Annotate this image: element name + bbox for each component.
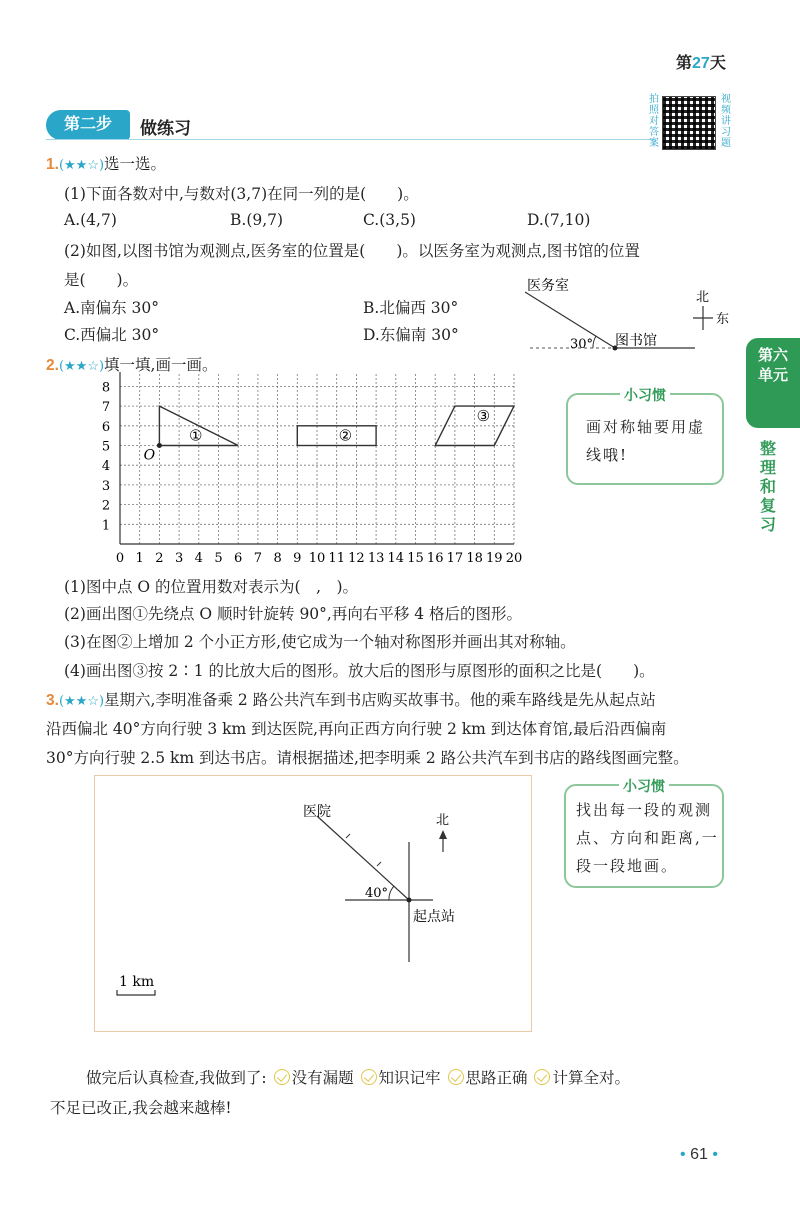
q3-habit-line-2: 点、方向和距离,一	[576, 829, 719, 847]
q3-stars: (★★☆)	[58, 694, 105, 709]
tick-mark-1	[346, 834, 350, 838]
check-1-label: 没有漏题	[291, 1069, 354, 1087]
coordinate-grid[interactable]	[96, 372, 536, 572]
q2-part4: (4)画出图③按 2∶1 的比放大后的图形。放大后的图形与原图形的面积之比是( )。	[64, 662, 655, 680]
self-check-line	[86, 1066, 630, 1088]
q3-line-1	[46, 688, 656, 710]
x-tick-label: 18	[466, 551, 483, 566]
x-tick-label: 19	[486, 551, 503, 566]
shape-2-label: ②	[338, 426, 353, 445]
x-tick-label: 20	[505, 551, 523, 566]
x-tick-label: 5	[214, 551, 223, 566]
q1-part1-stem: (1)下面各数对中,与数对(3,7)在同一列的是( )。	[64, 185, 419, 203]
q2-habit-line-2: 线哦!	[586, 446, 629, 464]
q2-habit-box	[566, 387, 724, 485]
day-suffix: 天	[709, 55, 726, 72]
q2-habit-line-1: 画对称轴要用虚	[586, 418, 706, 436]
q2-title: 填一填,画一画。	[104, 356, 218, 374]
unit-tab-label: 第六单元	[757, 347, 788, 384]
q1-p1-option-c: C.(3,5)	[363, 211, 416, 229]
y-tick-label: 3	[101, 478, 111, 494]
x-tick-label: 11	[328, 551, 345, 566]
day-prefix: 第	[676, 55, 693, 72]
q3-habit-title: 小习惯	[619, 778, 669, 794]
q2-stars: (★★☆)	[58, 359, 105, 374]
scale-bar	[117, 990, 155, 995]
check-icon[interactable]	[448, 1069, 464, 1085]
x-tick-label: 9	[293, 551, 302, 566]
q3-habit-text	[566, 786, 722, 880]
page-number-value: 61	[690, 1146, 708, 1163]
q3-line-3: 30°方向行驶 2.5 km 到达书店。请根据描述,把李明乘 2 路公共汽车到书店的路线图画完整。	[46, 749, 689, 767]
start-point	[407, 898, 412, 903]
q1-heading	[46, 152, 166, 174]
q3-angle-label: 40°	[365, 886, 389, 901]
x-tick-label: 0	[115, 551, 125, 566]
qr-code-icon[interactable]	[662, 96, 716, 150]
q2-part2: (2)画出图①先绕点 O 顺时针旋转 90°,再向右平移 4 格后的图形。	[64, 605, 523, 623]
q1-p2-option-a: A.南偏东 30°	[64, 299, 160, 317]
step-divider	[46, 139, 656, 140]
qr-left-label: 拍照对答案	[649, 94, 659, 149]
x-tick-label: 7	[253, 551, 263, 566]
library-label: 图书馆	[615, 333, 657, 349]
q1-title: 选一选。	[104, 155, 167, 173]
x-tick-label: 17	[446, 551, 464, 566]
q3-number: 3.	[46, 692, 59, 709]
y-tick-label: 8	[101, 380, 111, 396]
check-icon[interactable]	[361, 1069, 377, 1085]
x-tick-label: 16	[426, 551, 444, 566]
step-title: 做练习	[140, 119, 191, 138]
check-2-label: 知识记牢	[378, 1069, 441, 1087]
day-number: 27	[692, 55, 710, 72]
angle-label: 30°	[570, 337, 594, 352]
q3-habit-box	[564, 778, 724, 888]
q2-habit-title-wrap	[568, 385, 722, 405]
q3-text-1: 星期六,李明准备乘 2 路公共汽车到书店购买故事书。他的乘车路线是先从起点站	[104, 691, 656, 709]
q1-number: 1.	[46, 156, 59, 173]
unit-tab[interactable]	[746, 338, 800, 428]
x-tick-label: 15	[407, 551, 424, 566]
q2-number: 2.	[46, 357, 59, 374]
qr-right-label: 视频讲习题	[721, 94, 731, 149]
q3-habit-line-3: 段一段地画。	[576, 857, 679, 875]
self-check-line-2: 不足已改正,我会越来越棒!	[50, 1099, 232, 1117]
q1-p2-option-b: B.北偏西 30°	[363, 299, 459, 317]
north-arrow-head	[439, 830, 447, 839]
q3-route-figure	[95, 776, 533, 1033]
check-4-label: 计算全对。	[552, 1069, 630, 1087]
x-tick-label: 14	[387, 551, 405, 566]
q1-p1-option-d: D.(7,10)	[527, 211, 591, 229]
x-tick-label: 8	[273, 551, 282, 566]
x-tick-label: 10	[308, 551, 326, 566]
check-icon[interactable]	[274, 1069, 290, 1085]
y-tick-label: 5	[101, 439, 111, 455]
unit-subtitle: 整理和复习	[759, 441, 776, 534]
tick-mark-2	[377, 862, 381, 866]
self-check-intro: 做完后认真检查,我做到了:	[86, 1069, 267, 1087]
x-tick-label: 1	[135, 551, 144, 566]
scale-label: 1 km	[119, 974, 155, 990]
y-tick-label: 4	[101, 459, 111, 475]
page-dot-right: •	[712, 1146, 718, 1163]
y-tick-label: 7	[101, 400, 111, 416]
y-tick-label: 2	[101, 498, 111, 514]
x-tick-label: 4	[194, 551, 203, 566]
shape-3-label: ③	[476, 406, 491, 425]
q2-part1: (1)图中点 O 的位置用数对表示为( , )。	[64, 578, 359, 596]
x-tick-label: 2	[155, 551, 164, 566]
q1-p2-option-d: D.东偏南 30°	[363, 326, 459, 344]
x-tick-label: 6	[234, 551, 243, 566]
q3-drawing-area[interactable]	[94, 775, 532, 1032]
q2-part3: (3)在图②上增加 2 个小正方形,使它成为一个轴对称图形并画出其对称轴。	[64, 633, 576, 651]
step-badge: 第二步	[46, 110, 130, 140]
q2-habit-title: 小习惯	[620, 387, 670, 403]
angle-arc-40	[389, 886, 394, 900]
north-label: 北	[696, 290, 710, 305]
q1-p1-option-b: B.(9,7)	[230, 211, 284, 229]
point-o-label: O	[143, 447, 156, 464]
east-label: 东	[716, 312, 730, 327]
x-tick-label: 3	[174, 551, 184, 566]
q2-habit-text	[568, 395, 722, 469]
q1-part2-stem-cont: 是( )。	[64, 271, 139, 289]
point-o	[157, 443, 162, 448]
shape-1-label: ①	[188, 426, 203, 445]
x-tick-label: 13	[367, 551, 385, 566]
clinic-label: 医务室	[527, 278, 569, 294]
q1-p1-option-a: A.(4,7)	[64, 211, 117, 229]
page-dot-left: •	[680, 1146, 686, 1163]
angle-arc	[593, 336, 596, 348]
day-label	[676, 50, 726, 73]
page-number	[680, 1146, 718, 1164]
q3-line-2: 沿西偏北 40°方向行驶 3 km 到达医院,再向正西方向行驶 2 km 到达体育馆,最后沿西偏南	[46, 720, 667, 738]
q1-p2-option-c: C.西偏北 30°	[64, 326, 160, 344]
check-3-label: 思路正确	[465, 1069, 528, 1087]
start-station-label: 起点站	[413, 909, 455, 925]
hospital-label: 医院	[303, 804, 331, 820]
x-tick-label: 12	[348, 551, 365, 566]
q1-part2-stem: (2)如图,以图书馆为观测点,医务室的位置是( )。以医务室为观测点,图书馆的位置	[64, 242, 640, 260]
q3-habit-line-1: 找出每一段的观测	[576, 801, 713, 819]
y-tick-label: 6	[101, 419, 111, 435]
q1-stars: (★★☆)	[58, 158, 105, 173]
y-tick-label: 1	[101, 518, 111, 534]
q3-habit-title-wrap	[566, 776, 722, 796]
check-icon[interactable]	[534, 1069, 550, 1085]
q3-north-label: 北	[436, 813, 450, 828]
q1-direction-figure	[515, 272, 745, 362]
start-hospital-line	[317, 816, 409, 900]
